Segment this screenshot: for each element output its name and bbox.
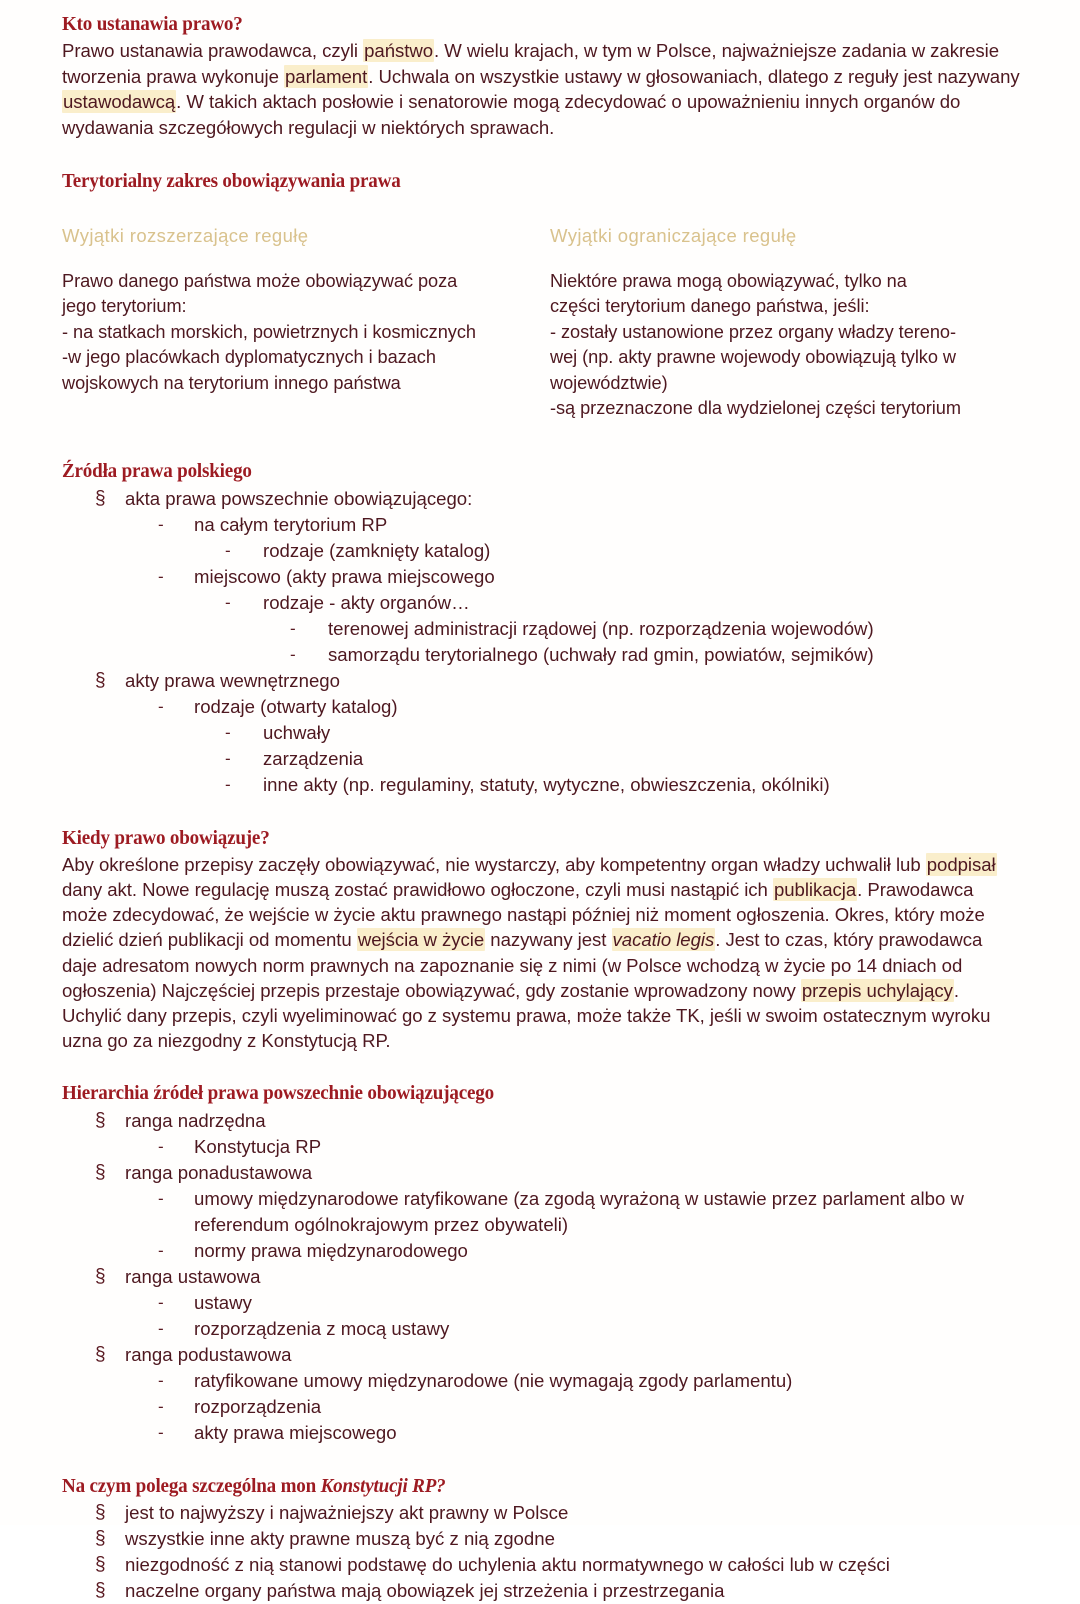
heading-when-law-applies: Kiedy prawo obowiązuje?	[62, 826, 270, 849]
outline-item-label: ranga ponadustawowa	[125, 1161, 313, 1183]
heading-constitution-power	[62, 1474, 955, 1498]
outline-item	[62, 642, 1022, 668]
spacer	[62, 141, 1022, 169]
outline-item	[62, 746, 1022, 772]
outline-item	[62, 1578, 1022, 1604]
outline-item-label: normy prawa międzynarodowego	[194, 1239, 468, 1261]
outline-item	[62, 1500, 1022, 1526]
outline-item	[62, 1316, 1022, 1342]
dash-marker-icon: -	[158, 1136, 164, 1156]
outline-item-label: ranga ustawowa	[125, 1265, 261, 1287]
heading-hierarchy-of-sources: Hierarchia źródeł prawa powszechnie obowiązującego	[62, 1082, 494, 1105]
outline-item	[62, 1368, 1022, 1394]
outline-item	[62, 1264, 1022, 1290]
outline-item	[62, 1134, 1022, 1160]
dash-marker-icon: -	[158, 1422, 164, 1442]
outline-item-label: rodzaje (otwarty katalog)	[194, 695, 398, 717]
dash-marker-icon: -	[158, 1396, 164, 1416]
column-extending-exceptions	[62, 225, 532, 422]
outline-item	[62, 720, 1022, 746]
section-marker-icon: §	[95, 1109, 106, 1131]
outline-item	[62, 1160, 1022, 1186]
heading-text-plain: Na czym polega szczególna mon	[62, 1474, 321, 1497]
outline-item	[62, 1552, 1022, 1578]
section-marker-icon: §	[95, 487, 106, 509]
subheading-extending-rule: Wyjątki rozszerzające regułę	[62, 224, 309, 246]
dash-marker-icon: -	[158, 566, 164, 586]
section-marker-icon: §	[95, 669, 106, 691]
outline-item-label: akta prawa powszechnie obowiązującego:	[125, 487, 473, 509]
outline-item	[62, 538, 1022, 564]
outline-item	[62, 1290, 1022, 1316]
text-fragment: . W wielu krajach, w tym w Polsce, najważniejsze zadania w zakresie tworzenia prawa wykonuje	[62, 40, 1000, 87]
outline-item-label: akty prawa miejscowego	[194, 1421, 397, 1443]
heading-who-makes-law: Kto ustanawia prawo?	[62, 13, 243, 35]
paragraph-when-law-applies	[62, 852, 1022, 1054]
highlight-vacatio-legis: vacatio legis	[612, 929, 715, 951]
highlight-parlament: parlament	[284, 65, 368, 87]
text-fragment: nazywany jest	[485, 929, 612, 951]
highlight-publikacja: publikacja	[773, 878, 857, 900]
paragraph-who-makes-law	[62, 38, 1022, 140]
outline-item	[62, 1342, 1022, 1368]
dash-marker-icon: -	[225, 592, 231, 612]
outline-item-label: akty prawa wewnętrznego	[125, 669, 340, 691]
highlight-przepis-uchylajacy: przepis uchylający	[801, 979, 953, 1001]
outline-item-label: na całym terytorium RP	[194, 513, 388, 535]
outline-item-label: uchwały	[263, 721, 331, 743]
highlight-panstwo: państwo	[364, 40, 434, 62]
text-fragment: . Uchylić dany przepis, czyli wyeliminować go z systemu prawa, może także TK, jeśli w swoim ostatecznym wyroku uzna go za niezgodny z Konstytucją RP.	[62, 979, 991, 1052]
spacer	[62, 421, 1022, 459]
outline-constitution-power	[62, 1500, 1022, 1604]
outline-item	[62, 1394, 1022, 1420]
section-marker-icon: §	[95, 1579, 106, 1601]
outline-item	[62, 1186, 1022, 1238]
section-marker-icon: §	[95, 1527, 106, 1549]
line: wojskowych na terytorium innego państwa	[62, 372, 401, 393]
dash-marker-icon: -	[225, 722, 231, 742]
outline-item-label: rozporządzenia	[194, 1395, 322, 1417]
text-extending-exceptions	[62, 269, 532, 396]
heading-text-italic: Konstytucji RP?	[320, 1474, 446, 1497]
heading-territorial-scope: Terytorialny zakres obowiązywania prawa	[62, 169, 401, 192]
outline-item-label: rodzaje - akty organów…	[263, 591, 470, 613]
outline-sources	[62, 486, 1022, 798]
dash-marker-icon: -	[158, 1318, 164, 1338]
outline-item-label: ustawy	[194, 1291, 252, 1313]
outline-hierarchy	[62, 1108, 1022, 1446]
outline-item-label: rozporządzenia z mocą ustawy	[194, 1317, 450, 1339]
line: województwie)	[550, 372, 668, 393]
outline-item	[62, 1526, 1022, 1552]
outline-item	[62, 564, 1022, 590]
section-marker-icon: §	[95, 1343, 106, 1365]
text-fragment: . Jest to czas, który prawodawca daje adresatom nowych norm prawnych na zapoznanie się z nimi (w Polsce wchodzą w życie po 14 dniach od ogłoszenia) Najczęściej przepis przestaje obowiązywać, gdy zostanie wprowadzony nowy	[62, 929, 983, 1001]
outline-item-label: terenowej administracji rządowej (np. rozporządzenia wojewodów)	[328, 617, 874, 639]
line: jego terytorium:	[62, 296, 187, 317]
territorial-columns	[62, 225, 1022, 422]
spacer	[62, 1446, 1022, 1474]
spacer	[62, 798, 1022, 826]
outline-item	[62, 486, 1022, 512]
spacer	[62, 195, 1022, 225]
line: wej (np. akty prawne wojewody obowiązują tylko w	[550, 347, 957, 368]
text-fragment: . Prawodawca może zdecydować, że wejście w życie aktu prawnego nastąpi później niż moment ogłoszenia. Okres, który może dzielić dzień publikacji od momentu	[62, 878, 985, 951]
highlight-ustawodawca: ustawodawcą	[63, 91, 176, 113]
subheading-limiting-rule: Wyjątki ograniczające regułę	[550, 224, 797, 246]
outline-item	[62, 512, 1022, 538]
dash-marker-icon: -	[290, 618, 296, 638]
dash-marker-icon: -	[225, 774, 231, 794]
outline-item	[62, 772, 1022, 798]
line: - zostały ustanowione przez organy władzy tereno-	[550, 321, 956, 342]
column-limiting-exceptions	[550, 225, 1020, 422]
section-marker-icon: §	[95, 1501, 106, 1523]
outline-item	[62, 668, 1022, 694]
line: -w jego placówkach dyplomatycznych i bazach	[62, 347, 436, 368]
outline-item	[62, 1238, 1022, 1264]
dash-marker-icon: -	[158, 1240, 164, 1260]
outline-item	[62, 694, 1022, 720]
dash-marker-icon: -	[158, 696, 164, 716]
outline-item-label: naczelne organy państwa mają obowiązek jej strzeżenia i przestrzegania	[125, 1579, 725, 1601]
section-marker-icon: §	[95, 1265, 106, 1287]
line: - na statkach morskich, powietrznych i kosmicznych	[62, 321, 476, 342]
dash-marker-icon: -	[225, 540, 231, 560]
outline-item	[62, 1108, 1022, 1134]
line: -są przeznaczone dla wydzielonej części terytorium	[550, 397, 961, 418]
text-limiting-exceptions	[550, 269, 1020, 421]
dash-marker-icon: -	[158, 1292, 164, 1312]
line: Prawo danego państwa może obowiązywać poza	[62, 270, 458, 291]
outline-item-label: miejscowo (akty prawa miejscowego	[194, 565, 495, 587]
text-fragment: Aby określone przepisy zaczęły obowiązywać, nie wystarczy, aby kompetentny organ władzy uchwalił lub	[62, 853, 926, 875]
section-marker-icon: §	[95, 1553, 106, 1575]
outline-item	[62, 590, 1022, 616]
section-marker-icon: §	[95, 1161, 106, 1183]
outline-item-label: niezgodność z nią stanowi podstawę do uchylenia aktu normatywnego w całości lub w części	[125, 1553, 890, 1575]
dash-marker-icon: -	[158, 1370, 164, 1390]
outline-item-label: wszystkie inne akty prawne muszą być z nią zgodne	[125, 1527, 555, 1549]
line: Niektóre prawa mogą obowiązywać, tylko na	[550, 270, 907, 291]
outline-item-label: ratyfikowane umowy międzynarodowe (nie wymagają zgody parlamentu)	[194, 1369, 793, 1391]
outline-item	[62, 1420, 1022, 1446]
dash-marker-icon: -	[290, 644, 296, 664]
dash-marker-icon: -	[158, 1188, 164, 1208]
outline-item-label: Konstytucja RP	[194, 1135, 322, 1157]
outline-item-label: rodzaje (zamknięty katalog)	[263, 539, 491, 561]
dash-marker-icon: -	[225, 748, 231, 768]
outline-item-label: zarządzenia	[263, 747, 364, 769]
line: części terytorium danego państwa, jeśli:	[550, 296, 870, 317]
heading-sources-of-polish-law: Źródła prawa polskiego	[62, 460, 252, 483]
document-content	[62, 12, 1022, 1604]
dash-marker-icon: -	[158, 514, 164, 534]
text-fragment: Prawo ustanawia prawodawca, czyli	[62, 40, 364, 62]
outline-item-label: umowy międzynarodowe ratyfikowane (za zgodą wyrażoną w ustawie przez parlament albo w referendum ogólnokrajowym przez obywateli)	[194, 1187, 964, 1235]
text-fragment: . W takich aktach posłowie i senatorowie mogą zdecydować o upoważnieniu innych organów do wydawania szczegółowych regulacji w niektórych sprawach.	[62, 91, 961, 138]
outline-item	[62, 616, 1022, 642]
highlight-podpisal: podpisał	[926, 853, 996, 875]
outline-item-label: ranga podustawowa	[125, 1343, 292, 1365]
text-fragment: . Uchwala on wszystkie ustawy w głosowaniach, dlatego z reguły jest nazywany	[368, 65, 1020, 87]
spacer	[62, 1053, 1022, 1081]
outline-item-label: inne akty (np. regulaminy, statuty, wytyczne, obwieszczenia, okólniki)	[263, 773, 830, 795]
text-fragment: dany akt. Nowe regulację muszą zostać prawidłowo ogłoczone, czyli musi nastąpić ich	[62, 878, 773, 900]
outline-item-label: ranga nadrzędna	[125, 1109, 266, 1131]
outline-item-label: jest to najwyższy i najważniejszy akt prawny w Polsce	[125, 1501, 569, 1523]
highlight-wejscia-w-zycie: wejścia w życie	[357, 929, 485, 951]
outline-item-label: samorządu terytorialnego (uchwały rad gmin, powiatów, sejmików)	[328, 643, 874, 665]
